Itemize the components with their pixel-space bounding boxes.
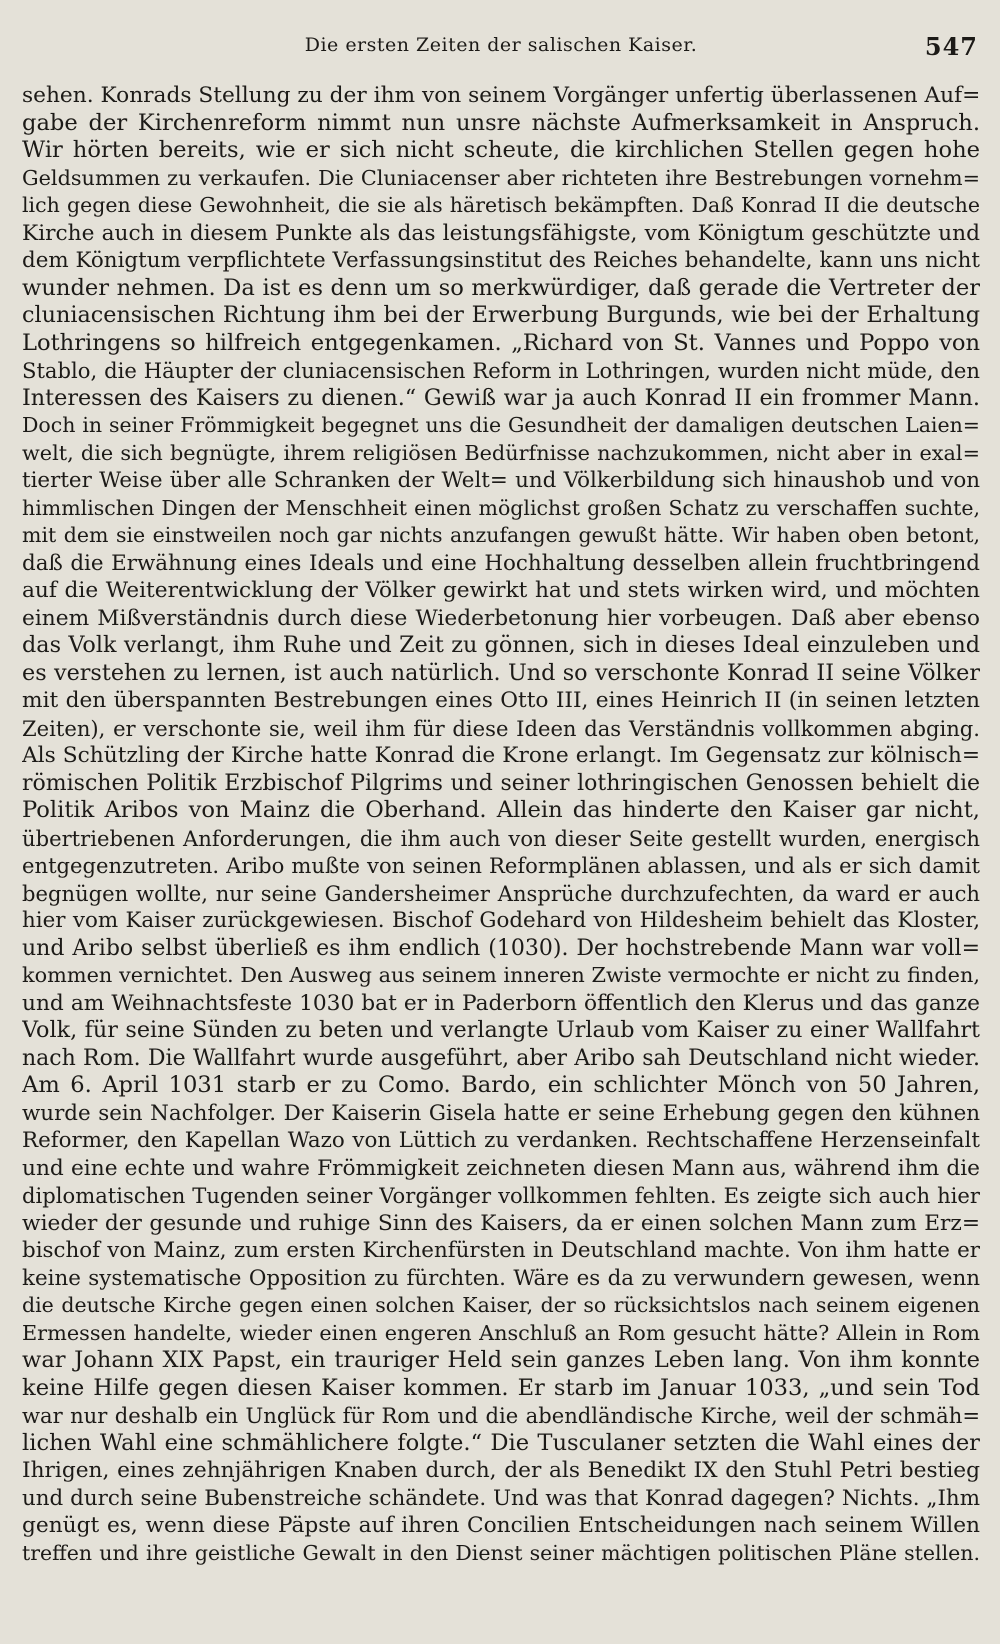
text-line: Reformer, den Kapellan Wazo von Lüttich zu verdanken. Rechtschaffene Herzenseinfalt <box>22 1128 980 1153</box>
text-line: entgegenzutreten. Aribo mußte von seinen Reformplänen ablassen, und als er sich damit <box>22 853 980 878</box>
text-line: das Volk verlangt, ihm Ruhe und Zeit zu gönnen, sich in dieses Ideal einzuleben und <box>22 632 980 658</box>
text-line: Ermessen handelte, wieder einen engeren Anschluß an Rom gesucht hätte? Allein in Rom <box>22 1320 980 1345</box>
text-line: und Aribo selbst überließ es ihm endlich (1030). Der hochstrebende Mann war voll= <box>22 935 980 961</box>
text-line: wunder nehmen. Da ist es denn um so merkwürdiger, daß gerade die Vertreter der <box>22 274 980 301</box>
text-line: Geldsummen zu verkaufen. Die Cluniacenser aber richteten ihre Bestrebungen vornehm= <box>22 165 980 190</box>
text-line: welt, die sich begnügte, ihrem religiösen Bedürfnisse nachzukommen, nicht aber in exal= <box>22 440 980 465</box>
text-line: Lothringens so hilfreich entgegenkamen. „Richard von St. Vannes und Poppo von <box>22 329 980 356</box>
text-line: bischof von Mainz, zum ersten Kirchenfürsten in Deutschland machte. Von ihm hatte er <box>22 1238 980 1263</box>
text-line: die deutsche Kirche gegen einen solchen Kaiser, der so rücksichtslos nach seinem eigenen <box>22 1293 980 1317</box>
text-line: sehen. Konrads Stellung zu der ihm von seinem Vorgänger unfertig überlassenen Auf= <box>22 83 980 108</box>
text-line: wurde sein Nachfolger. Der Kaiserin Gisela hatte er seine Erhebung gegen den kühnen <box>22 1100 980 1126</box>
text-line: und durch seine Bubenstreiche schändete. Und was that Konrad dagegen? Nichts. „Ihm <box>22 1485 980 1511</box>
text-line: keine Hilfe gegen diesen Kaiser kommen. Er starb im Januar 1033, „und sein Tod <box>22 1374 980 1401</box>
text-line: Politik Aribos von Mainz die Oberhand. Allein das hinderte den Kaiser gar nicht, <box>22 797 980 823</box>
text-line: treffen und ihre geistliche Gewalt in den Dienst seiner mächtigen politischen Pläne stellen. <box>22 1540 980 1565</box>
text-line: auf die Weiterentwicklung der Völker gewirkt hat und stets wirken wird, und möchten <box>22 578 980 603</box>
text-line: Als Schützling der Kirche hatte Konrad die Krone erlangt. Im Gegensatz zur kölnisch= <box>22 743 980 768</box>
text-line: diplomatischen Tugenden seiner Vorgänger vollkommen fehlten. Es zeigte sich auch hier <box>22 1183 980 1208</box>
text-line: war nur deshalb ein Unglück für Rom und die abendländische Kirche, weil der schmäh= <box>22 1403 980 1428</box>
text-line: tierter Weise über alle Schranken der Welt= und Völkerbildung sich hinaushob und von <box>22 468 980 493</box>
text-line: Wir hörten bereits, wie er sich nicht scheute, die kirchlichen Stellen gegen hohe <box>22 137 980 163</box>
text-line: lich gegen diese Gewohnheit, die sie als häretisch bekämpften. Daß Konrad II die deutsche <box>22 193 980 217</box>
text-line: und am Weihnachtsfeste 1030 bat er in Paderborn öffentlich den Klerus und das ganze <box>22 990 980 1016</box>
text-line: genügt es, wenn diese Päpste auf ihren Concilien Entscheidungen nach seinem Willen <box>22 1513 980 1538</box>
text-line: daß die Erwähnung eines Ideals und eine Hochhaltung desselben allein fruchtbringend <box>22 550 980 576</box>
text-line: einem Mißverständnis durch diese Wiederbetonung hier vorbeugen. Daß aber ebenso <box>22 605 980 631</box>
text-line: begnügen wollte, nur seine Gandersheimer Ansprüche durchzufechten, da ward er auch <box>22 880 980 906</box>
text-line: Volk, für seine Sünden zu beten und verlangte Urlaub vom Kaiser zu einer Wallfahrt <box>22 1017 980 1043</box>
text-line: übertriebenen Anforderungen, die ihm auch von dieser Seite gestellt wurden, energisch <box>22 825 980 851</box>
text-line: war Johann XIX Papst, ein trauriger Held sein ganzes Leben lang. Von ihm konnte <box>22 1347 980 1373</box>
text-line: kommen vernichtet. Den Ausweg aus seinem inneren Zwiste vermochte er nicht zu finden, <box>22 963 980 987</box>
text-line: wieder der gesunde und ruhige Sinn des Kaisers, da er einen solchen Mann zum Erz= <box>22 1210 980 1236</box>
text-line: Kirche auch in diesem Punkte als das leistungsfähigste, vom Königtum geschützte und <box>22 220 980 246</box>
text-line: hier vom Kaiser zurückgewiesen. Bischof Godehard von Hildesheim behielt das Kloster, <box>22 908 980 933</box>
page-header <box>22 28 980 68</box>
text-line: mit dem sie einstweilen noch gar nichts anzufangen gewußt hätte. Wir haben oben betont, <box>22 523 980 547</box>
text-line: Am 6. April 1031 starb er zu Como. Bardo, ein schlichter Mönch von 50 Jahren, <box>22 1072 980 1098</box>
text-line: lichen Wahl eine schmählichere folgte.“ Die Tusculaner setzten die Wahl eines der <box>22 1429 980 1456</box>
text-line: mit den überspannten Bestrebungen eines Otto III, eines Heinrich II (in seinen letzten <box>22 688 980 713</box>
text-line: und eine echte und wahre Frömmigkeit zeichneten diesen Mann aus, während ihm die <box>22 1155 980 1181</box>
text-line: Interessen des Kaisers zu dienen.“ Gewiß war ja auch Konrad II ein frommer Mann. <box>22 384 980 411</box>
page-number: 547 <box>924 32 978 61</box>
text-line: Ihrigen, eines zehnjährigen Knaben durch, der als Benedikt IX den Stuhl Petri bestieg <box>22 1458 980 1483</box>
text-line: Stablo, die Häupter der cluniacensischen Reform in Lothringen, wurden nicht müde, den <box>22 358 980 383</box>
text-line: Doch in seiner Frömmigkeit begegnet uns die Gesundheit der damaligen deutschen Laien= <box>22 413 980 437</box>
text-line: nach Rom. Die Wallfahrt wurde ausgeführt, aber Aribo sah Deutschland nicht wieder. <box>22 1045 980 1071</box>
text-line: gabe der Kirchenreform nimmt nun unsre nächste Aufmerksamkeit in Anspruch. <box>22 109 980 136</box>
text-line: keine systematische Opposition zu fürchten. Wäre es da zu verwundern gewesen, wenn <box>22 1265 980 1291</box>
text-line: dem Königtum verpflichtete Verfassungsinstitut des Reiches behandelte, kann uns nicht <box>22 248 980 273</box>
text-line: cluniacensischen Richtung ihm bei der Erwerbung Burgunds, wie bei der Erhaltung <box>22 302 980 328</box>
body-text <box>22 82 980 1567</box>
text-line: Zeiten), er verschonte sie, weil ihm für diese Ideen das Verständnis vollkommen abging. <box>22 715 980 741</box>
running-title: Die ersten Zeiten der salischen Kaiser. <box>304 34 698 56</box>
text-line: himmlischen Dingen der Menschheit einen möglichst großen Schatz zu verschaffen suchte, <box>22 495 980 520</box>
text-line: römischen Politik Erzbischof Pilgrims und seiner lothringischen Genossen behielt die <box>22 770 980 796</box>
text-line: es verstehen zu lernen, ist auch natürlich. Und so verschonte Konrad II seine Völker <box>22 659 980 686</box>
